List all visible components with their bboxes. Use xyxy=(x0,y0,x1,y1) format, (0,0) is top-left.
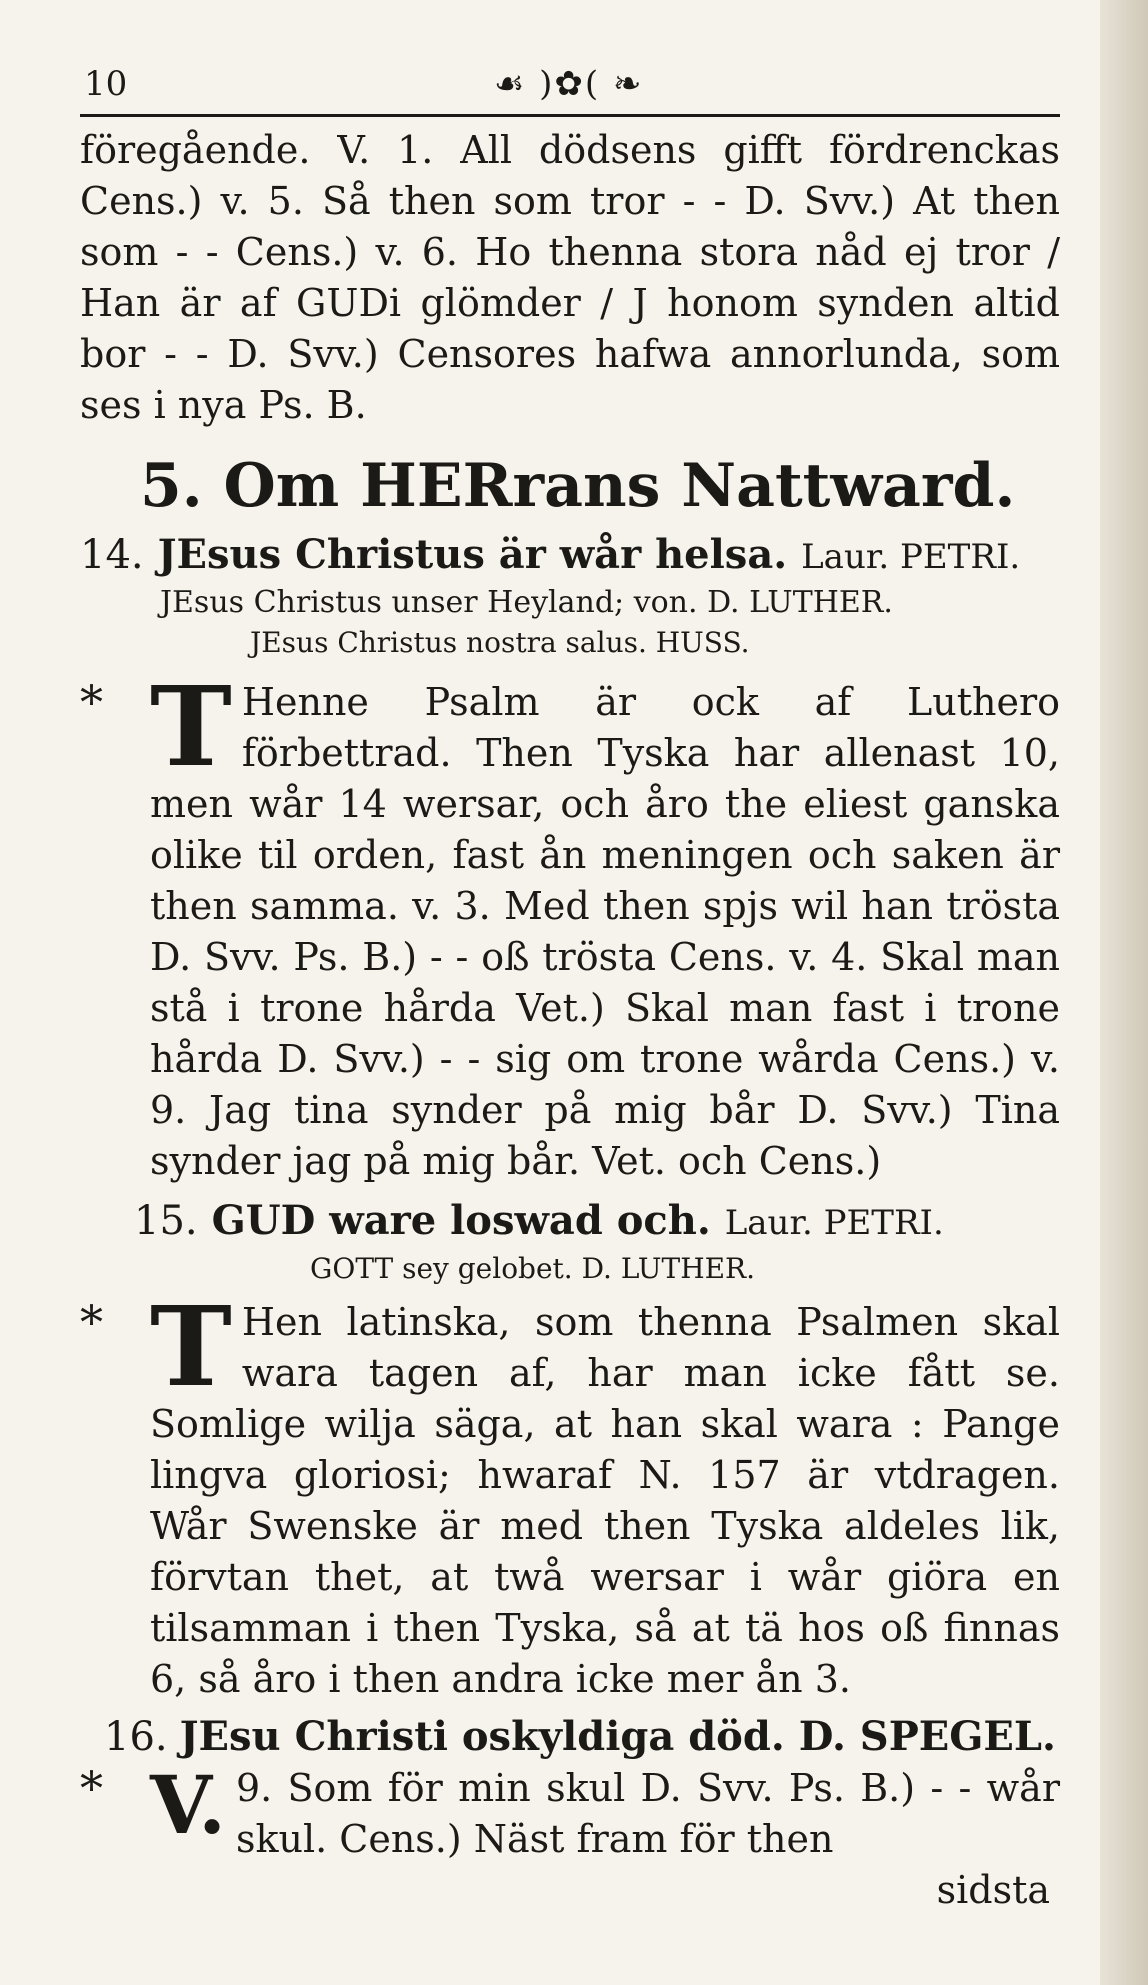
hymn-author: Laur. PETRI. xyxy=(801,537,1021,577)
hymn-author: D. SPEGEL. xyxy=(798,1713,1056,1760)
hymn-16-note xyxy=(80,1758,1060,1916)
hymn-14-latin-source: JEsus Christus nostra salus. HUSS. xyxy=(250,626,750,659)
asterisk-icon: * xyxy=(80,675,103,729)
hymn-15-note xyxy=(80,1282,1060,1705)
asterisk-icon: * xyxy=(80,1295,103,1349)
hymn-number: 14. xyxy=(80,532,144,578)
header-ornament: ☙ )✿( ❧ xyxy=(493,63,644,104)
hymn-15-german-source: GOTT sey gelobet. D. LUTHER. xyxy=(310,1252,756,1285)
hymn-number: 15. xyxy=(134,1198,198,1244)
page-content xyxy=(80,58,1060,1916)
intro-paragraph: föregående. V. 1. All dödsens gifft fördrenckas Cens.) v. 5. Så then som tror - - D. Svv.) At then som - - Cens.) v. 6. Ho thenna stora nåd ej tror / Han är af GUDi glömder / J honom synden altid bor - - D. Svv.) Censores hafwa annorlunda, som ses i nya Ps. B. xyxy=(80,128,1060,427)
page-gutter xyxy=(1100,0,1148,1985)
note-text: Hen latinska, som thenna Psalmen skal wara tagen af, har man icke fått se. Somlige wilja säga, at han skal wara : Pange lingva gloriosi; hwaraf N. 157 är vtdragen. Wår Swenske är med then Tyska aldeles lik, förvtan thet, at twå wersar i wår giöra en tilsamman i then Tyska, så at tä hos oß finnas 6, så åro i then andra icke mer ån 3. xyxy=(150,1300,1060,1701)
hymn-16-heading xyxy=(80,1711,1060,1763)
drop-cap: V. xyxy=(150,1758,226,1852)
hymn-14-german-source: JEsus Christus unser Heyland; von. D. LUTHER. xyxy=(160,585,893,620)
hymn-14-heading xyxy=(80,529,1060,583)
hymn-title: JEsu Christi oskyldiga död. xyxy=(179,1713,785,1760)
header-rule xyxy=(80,114,1060,117)
drop-cap: T xyxy=(150,662,232,791)
hymn-number: 16. xyxy=(104,1714,168,1760)
hymn-14-note xyxy=(80,662,1060,1187)
catchword: sidsta xyxy=(936,1868,1050,1912)
running-header xyxy=(80,58,1060,110)
hymn-title: JEsus Christus är wår helsa. xyxy=(157,531,788,578)
page-number: 10 xyxy=(84,63,128,104)
asterisk-icon: * xyxy=(80,1761,103,1815)
hymn-15-heading xyxy=(80,1195,1060,1249)
note-text: 9. Som för min skul D. Svv. Ps. B.) - - wår skul. Cens.) Näst fram för then xyxy=(235,1766,1060,1861)
hymn-title: GUD ware loswad och. xyxy=(211,1197,711,1244)
section-heading: 5. Om HERrans Nattward. xyxy=(140,451,1016,521)
drop-cap: T xyxy=(150,1282,232,1411)
note-text: Henne Psalm är ock af Luthero förbettrad. Then Tyska har allenast 10, men wår 14 wersar, och åro the eliest ganska olike til orden, fast ån meningen och saken är then samma. v. 3. Med then spjs wil han trösta D. Svv. Ps. B.) - - oß trösta Cens. v. 4. Skal man stå i trone hårda Vet.) Skal man fast i trone hårda D. Svv.) - - sig om trone wårda Cens.) v. 9. Jag tina synder på mig bår D. Svv.) Tina synder jag på mig bår. Vet. och Cens.) xyxy=(150,680,1060,1183)
hymn-author: Laur. PETRI. xyxy=(724,1203,944,1243)
